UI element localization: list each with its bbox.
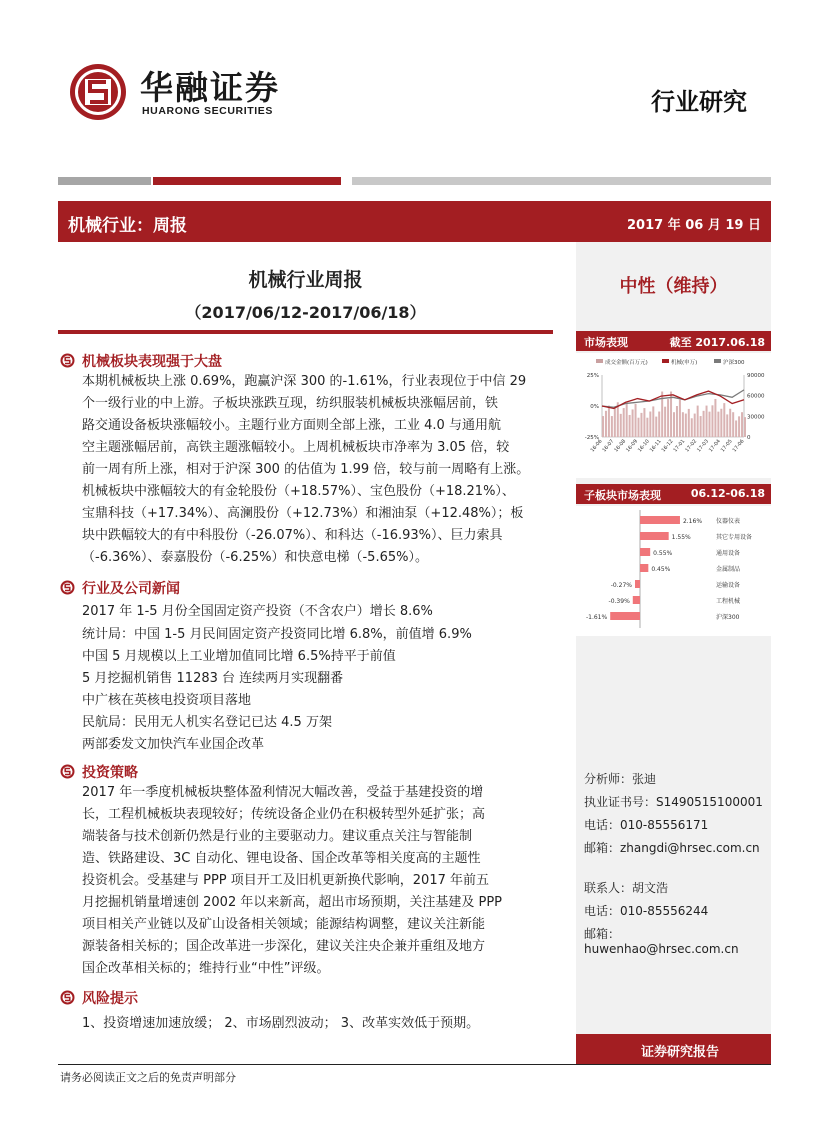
brand-logo [68,62,298,124]
market-paragraph [82,371,552,569]
news-item: 中国 5 月规模以上工业增加值同比增 6.5%持平于前值 [82,649,396,664]
footer-rule [58,1064,771,1065]
news-item: 民航局：民用无人机实名登记已达 4.5 万架 [82,715,332,730]
subsector-header [576,484,771,504]
bar-category-label: 其它专用设备 [716,534,753,541]
legend-label: 成交金额(百万元) [605,360,648,366]
text-line: 机械板块中涨幅较大的有金轮股份（+18.57%）、宝色股份（+18.21%）、 [82,484,515,499]
x-tick-label: 16-12 [660,438,675,454]
bar [640,532,669,540]
report-title: 机械行业周报 [248,269,363,291]
left-tick-label: 25% [586,373,599,379]
analyst-name: 分析师：张迪 [584,772,657,786]
text-line: 端装备与技术创新仍然是行业的主要驱动力。建议重点关注与智能制 [82,829,473,844]
legend-label: 沪深300 [723,360,745,366]
strategy-paragraph [82,782,552,980]
volume-bar [697,406,699,437]
bar [640,564,648,572]
bar-category-label: 仪器仪表 [716,518,741,525]
right-tick-label: 30000 [747,414,765,421]
analyst-phone: 电话：010-85556171 [584,818,709,832]
text-line: 本期机械板块上涨 0.69%，跑赢沪深 300 的-1.61%，行业表现位于中信 29 [82,374,527,389]
text-line: 宝鼎科技（+17.34%）、高澜股份（+12.73%）和湘油泵（+12.48%）；板 [82,506,524,521]
volume-bar [723,403,725,437]
volume-bar [741,412,743,437]
analyst-license: 执业证书号：S1490515100001 [584,795,763,809]
volume-bar [667,399,669,437]
subsector-header-title: 子板块市场表现 [584,489,661,502]
analyst-email: 邮箱：zhangdi@hrsec.com.cn [584,841,760,855]
subsector-header-period: 06.12-06.18 [690,487,765,500]
header-divider-red [153,177,341,185]
section-bullet-icon [60,353,75,368]
x-tick-label: 17-05 [719,438,734,454]
volume-bar [635,404,637,437]
section-bullet-icon [60,764,75,779]
contact-name: 联系人：胡文浩 [584,881,669,895]
brand-name-en: HUARONG SECURITIES [142,105,273,117]
volume-bar [685,414,687,437]
footer-label: 证券研究报告 [640,1045,719,1060]
text-line: 长，工程机械板块表现较好；传统设备企业仍在积极转型外延扩张；高 [82,807,486,822]
risk-text: 1、投资增速加速放缓； 2、市场剧烈波动； 3、改革实效低于预期。 [82,1016,480,1031]
disclaimer-text: 请务必阅读正文之后的免责声明部分 [60,1071,236,1084]
market-header [576,331,771,351]
banner-title: 机械行业：周报 [68,216,187,236]
market-header-title: 市场表现 [584,336,628,349]
subsector-bar-chart [576,506,771,636]
volume-bar [670,392,672,437]
volume-bar [640,413,642,437]
volume-bar [608,406,610,437]
volume-bar [694,414,696,437]
volume-bar [614,408,616,437]
news-item: 5 月挖掘机销售 11283 台 连续两月实现翻番 [82,671,344,686]
x-tick-label: 16-10 [636,438,651,454]
volume-bar [688,409,690,437]
text-line: 造、铁路建设、3C 自动化、锂电设备、国企改革等相关度高的主题性 [82,851,481,866]
volume-bar [729,409,731,437]
text-line: 项目相关产业链以及矿山设备相关领域；能源结构调整，建议关注新能 [82,917,486,932]
legend-swatch [662,359,669,363]
x-tick-label: 17-03 [696,438,711,454]
volume-bar [706,406,708,437]
legend-swatch [714,359,721,363]
volume-bar [726,414,728,437]
sidebar-panel [576,242,771,1034]
volume-bar [638,418,640,437]
bar-category-label: 运输设备 [716,582,741,589]
text-line: 块中跌幅较大的有中科股份（-26.07%）、和科达（-16.93%）、巨力索具 [82,528,503,543]
x-tick-label: 16-11 [648,438,663,454]
bar-value-label: -0.39% [608,598,630,605]
volume-bar [649,412,651,437]
title-banner [58,201,771,242]
rating-label: 中性（维持） [619,276,728,297]
text-line: 前一周有所上涨，相对于沪深 300 的估值为 1.99 倍，较与前一周略有上涨。 [82,462,530,477]
banner-date: 2017 年 06 月 19 日 [627,218,761,233]
bar [610,612,640,620]
market-header-date: 截至 2017.06.18 [669,336,765,349]
volume-bar [691,418,693,437]
title-rule [58,330,553,334]
x-tick-label: 16-07 [601,438,616,454]
volume-bar [732,412,734,437]
volume-bar [658,412,660,437]
volume-bar [623,408,625,437]
section-title: 行业及公司新闻 [82,581,180,597]
bar-category-label: 通用设备 [716,550,741,557]
market-chart-box [576,353,771,478]
volume-bar [655,417,657,437]
text-line: 源装备相关标的；国企改革进一步深化，建议关注央企兼并重组及地方 [82,939,486,954]
text-line: 月挖掘机销量增速创 2002 年以来新高，超出市场预期，关注基建及 PPP [82,895,502,910]
volume-bar [744,417,746,437]
bar [635,580,640,588]
subsector-chart-box [576,506,771,636]
x-tick-label: 17-04 [707,438,722,454]
legend-label: 机械(申万) [671,360,698,366]
x-tick-label: 16-06 [589,438,604,454]
x-tick-label: 17-01 [672,438,687,454]
contact-phone: 电话：010-85556244 [584,904,709,918]
right-tick-label: 0 [747,435,751,441]
bar-value-label: 0.55% [653,550,673,557]
volume-bar [735,420,737,437]
news-item: 两部委发文加快汽车业国企改革 [82,737,265,752]
x-tick-label: 17-02 [684,438,699,454]
news-item: 中广核在英核电投资项目落地 [82,693,252,708]
volume-bar [709,412,711,437]
text-line: 投资机会。受基建与 PPP 项目开工及旧机更新换代影响，2017 年前五 [82,873,489,888]
volume-bar [664,407,666,437]
volume-bar [626,404,628,437]
text-line: 国企改革相关标的；维持行业“中性”评级。 [82,961,330,976]
left-tick-label: 0% [590,404,599,410]
section-bullet-icon [60,990,75,1005]
report-category: 行业研究 [651,87,747,116]
news-item: 2017 年 1-5 月份全国固定资产投资（不含农户）增长 8.6% [82,604,433,619]
bar-value-label: 0.45% [651,566,671,573]
text-line: 2017 年一季度机械板块整体盈利情况大幅改善，受益于基建投资的增 [82,785,484,800]
volume-bar [605,411,607,437]
bar [640,548,650,556]
text-line: 个一级行业的中上游。子板块涨跌互现，纺织服装机械板块涨幅居前，铁 [82,396,499,411]
bar-category-label: 沪深300 [716,614,740,621]
volume-bar [700,416,702,437]
volume-bar [673,412,675,437]
section-bullet-icon [60,580,75,595]
bar-category-label: 金属制品 [716,566,741,573]
contact-email: 邮箱：huwenhao@hrsec.com.cn [584,927,739,956]
volume-bar [679,400,681,437]
volume-bar [717,412,719,437]
bar-value-label: 2.16% [682,518,703,525]
bar-category-label: 工程机械 [716,598,741,605]
volume-bar [643,408,645,437]
section-title: 机械板块表现强于大盘 [82,354,222,370]
volume-bar [738,416,740,437]
volume-bar [602,416,604,437]
x-tick-label: 16-09 [625,438,640,454]
header-divider-grey-long [352,177,771,185]
news-item: 统计局：中国 1-5 月民间固定资产投资同比增 6.8%，前值增 6.9% [82,627,472,642]
huarong-seal-icon [68,62,128,122]
bar [640,516,680,524]
x-tick-label: 17-06 [731,438,746,454]
report-date-range: （2017/06/12-2017/06/18） [185,303,426,322]
text-line: 路交通设备板块涨幅较小。主题行业方面则全部上涨，工业 4.0 与通用航 [82,418,501,433]
section-title: 投资策略 [82,765,138,781]
bar-value-label: 1.55% [671,534,691,541]
footer-band [576,1034,771,1064]
hs300-line [602,390,744,407]
text-line: 空主题涨幅居前，高铁主题涨幅较小。上周机械板块市净率为 3.05 倍，较 [82,440,510,455]
bar-value-label: -1.61% [585,614,608,621]
volume-bar [714,399,716,437]
volume-bar [652,406,654,437]
volume-bar [629,415,631,437]
bar-value-label: -0.27% [610,582,633,589]
left-tick-label: -25% [584,435,599,441]
bar [633,596,640,604]
volume-bar [676,406,678,437]
volume-bar [611,416,613,437]
volume-bar [720,409,722,437]
legend-swatch [596,359,603,363]
x-tick-label: 16-08 [613,438,628,454]
volume-bar [682,412,684,437]
volume-bar [632,409,634,437]
header-divider-grey [58,177,151,185]
machinery-line [602,391,744,408]
market-line-chart [576,353,771,478]
volume-bar [620,414,622,437]
right-tick-label: 60000 [747,393,765,400]
volume-bar [703,411,705,437]
volume-bar [646,418,648,437]
brand-name-cn: 华融证券 [140,68,280,107]
text-line: （-6.36%）、泰嘉股份（-6.25%）和快意电梯（-5.65%）。 [82,550,428,565]
right-tick-label: 90000 [747,373,765,379]
section-title: 风险提示 [82,991,138,1007]
volume-bar [711,405,713,437]
